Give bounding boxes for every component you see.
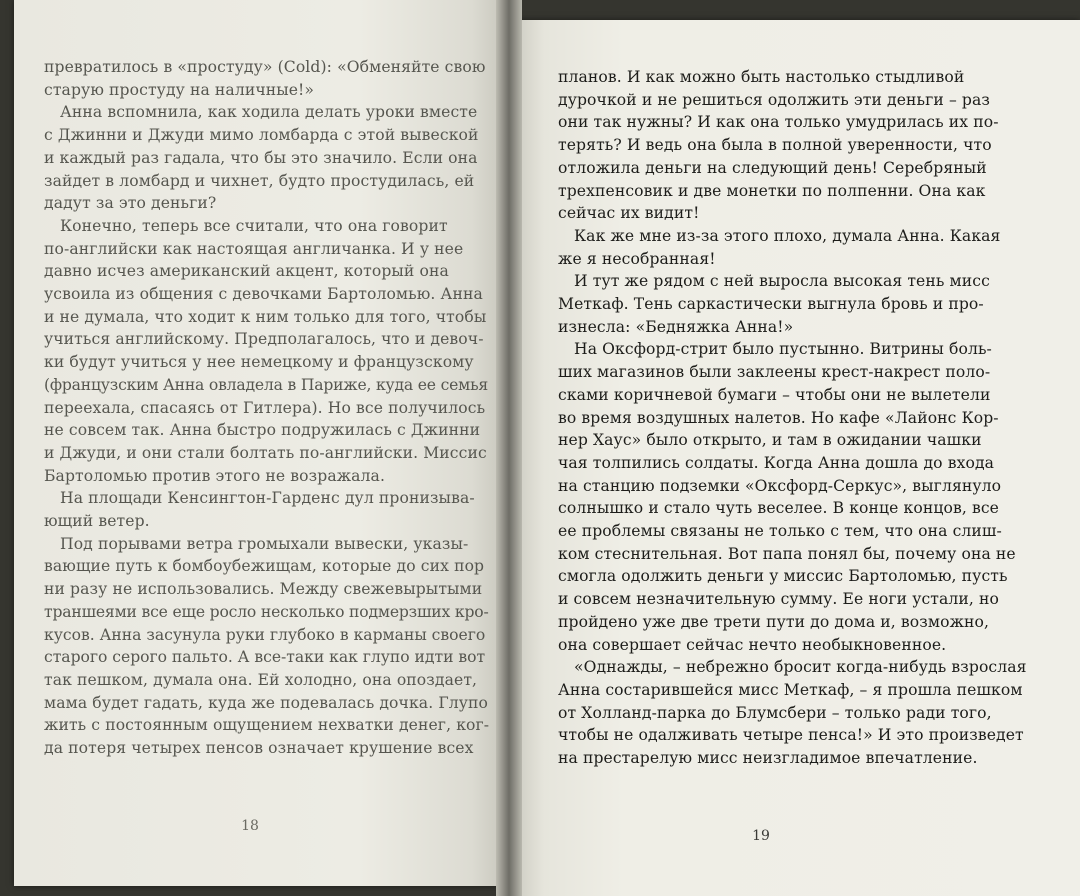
text-line: во время воздушных налетов. Но кафе «Лайонс Кор- <box>558 408 999 427</box>
text-line: же я несобранная! <box>558 249 716 268</box>
text-line: трехпенсовик и две монетки по полпенни. Она как <box>558 181 986 200</box>
text-line: Анна вспомнила, как ходила делать уроки вместе <box>60 103 478 122</box>
text-line: кусов. Анна засунула руки глубоко в карманы своего <box>44 625 486 644</box>
text-line: да потеря четырех пенсов означает крушение всех <box>44 739 474 758</box>
text-line: чая толпились солдаты. Когда Анна дошла до входа <box>558 453 995 472</box>
text-line: старую простуду на наличные!» <box>44 80 315 99</box>
text-line: зайдет в ломбард и чихнет, будто простудилась, ей <box>44 171 475 190</box>
text-line: и каждый раз гадала, что бы это значило. Если она <box>44 148 478 167</box>
text-line: Конечно, теперь все считали, что она говорит <box>60 216 448 235</box>
text-line: так пешком, думала она. Ей холодно, она опоздает, <box>44 670 478 689</box>
text-line: мама будет гадать, куда же подевалась дочка. Глупо <box>44 693 489 712</box>
text-line: отложила деньги на следующий день! Серебряный <box>558 158 987 177</box>
text-line: превратилось в «простуду» (Cold): «Обменяйте свою <box>44 58 486 76</box>
text-line: ее проблемы связаны не только с тем, что она слиш- <box>558 522 1002 541</box>
text-line: дадут за это деньги? <box>44 194 217 213</box>
text-line: (французским Анна овладела в Париже, куда ее семья <box>44 375 489 394</box>
text-line: на престарелую мисс неизгладимое впечатление. <box>558 749 978 768</box>
text-line: изнесла: «Бедняжка Анна!» <box>558 317 794 336</box>
text-line: и не думала, что ходит к ним только для того, чтобы <box>44 307 487 326</box>
right-page-number: 19 <box>752 828 770 844</box>
text-line: На площади Кенсингтон-Гарденс дул пронизыва- <box>60 489 475 508</box>
text-line: от Холланд-парка до Блумсбери – только ради того, <box>558 703 992 722</box>
book-gutter <box>496 0 522 896</box>
text-line: и Джуди, и они стали болтать по-английски. Миссис <box>44 443 487 462</box>
text-line: и совсем незначительную сумму. Ее ноги устали, но <box>558 590 1000 609</box>
text-line: «Однажды, – небрежно бросит когда-нибудь взрослая <box>574 658 1027 677</box>
right-page-text <box>558 66 1066 770</box>
text-line: переехала, спасаясь от Гитлера). Но все получилось <box>44 398 486 417</box>
text-line: вающие путь к бомбоубежищам, которые до сих пор <box>44 557 485 576</box>
text-line: нер Хаус» было открыто, и там в ожидании чашки <box>558 431 982 450</box>
text-line: по-английски как настоящая англичанка. И у нее <box>44 239 464 258</box>
text-line: На Оксфорд-стрит было пустынно. Витрины боль- <box>574 340 992 359</box>
text-line: пройдено уже две трети пути до дома и, возможно, <box>558 612 990 631</box>
left-page-text <box>44 56 490 760</box>
text-line: дурочкой и не решиться одолжить эти деньги – раз <box>558 90 990 109</box>
text-line: с Джинни и Джуди мимо ломбарда с этой вывеской <box>44 126 479 145</box>
text-line: усвоила из общения с девочками Бартоломью. Анна <box>44 285 483 304</box>
text-line: Анна состарившейся мисс Меткаф, – я прошла пешком <box>558 680 1023 699</box>
text-line: солнышко и стало чуть веселее. В конце концов, все <box>558 499 1000 518</box>
text-line: ни разу не использовались. Между свежевырытыми <box>44 580 483 599</box>
text-line: Меткаф. Тень саркастически выгнула бровь и про- <box>558 295 984 314</box>
text-line: сейчас их видит! <box>558 204 700 223</box>
text-line: Под порывами ветра громыхали вывески, указы- <box>60 534 469 553</box>
text-line: Как же мне из-за этого плохо, думала Анна. Какая <box>574 226 1001 245</box>
text-line: Бартоломью против этого не возражала. <box>44 466 386 485</box>
text-line: старого серого пальто. А все-таки как глупо идти вот <box>44 648 486 667</box>
text-line: на станцию подземки «Оксфорд-Серкус», выглянуло <box>558 476 1002 495</box>
text-line: ком стеснительная. Вот папа понял бы, почему она не <box>558 544 1016 563</box>
text-line: не совсем так. Анна быстро подружилась с Джинни <box>44 421 481 440</box>
text-line: она совершает сейчас нечто необыкновенное. <box>558 635 947 654</box>
text-line: чтобы не одалживать четыре пенса!» И это произведет <box>558 726 1024 745</box>
text-line: ших магазинов были заклеены крест-накрест поло- <box>558 363 991 382</box>
text-line: ки будут учиться у нее немецкому и французскому <box>44 353 474 372</box>
text-line: давно исчез американский акцент, который она <box>44 262 449 281</box>
text-line: учиться английскому. Предполагалось, что и девоч- <box>44 330 484 349</box>
text-line: смогла одолжить деньги у миссис Бартоломью, пусть <box>558 567 1008 586</box>
text-line: траншеями все еще росло несколько подмерзших кро- <box>44 602 489 621</box>
right-page <box>510 20 1080 896</box>
text-line: И тут же рядом с ней выросла высокая тень мисс <box>574 272 990 291</box>
left-page-number: 18 <box>241 818 259 834</box>
left-page <box>14 0 506 886</box>
text-line: терять? И ведь она была в полной уверенности, что <box>558 136 992 155</box>
text-line: планов. И как можно быть настолько стыдливой <box>558 68 965 86</box>
text-line: жить с постоянным ощущением нехватки денег, ког- <box>44 716 490 735</box>
text-line: сками коричневой бумаги – чтобы они не вылетели <box>558 385 991 404</box>
text-line: они так нужны? И как она только умудрилась их по- <box>558 113 999 132</box>
text-line: ющий ветер. <box>44 512 150 531</box>
